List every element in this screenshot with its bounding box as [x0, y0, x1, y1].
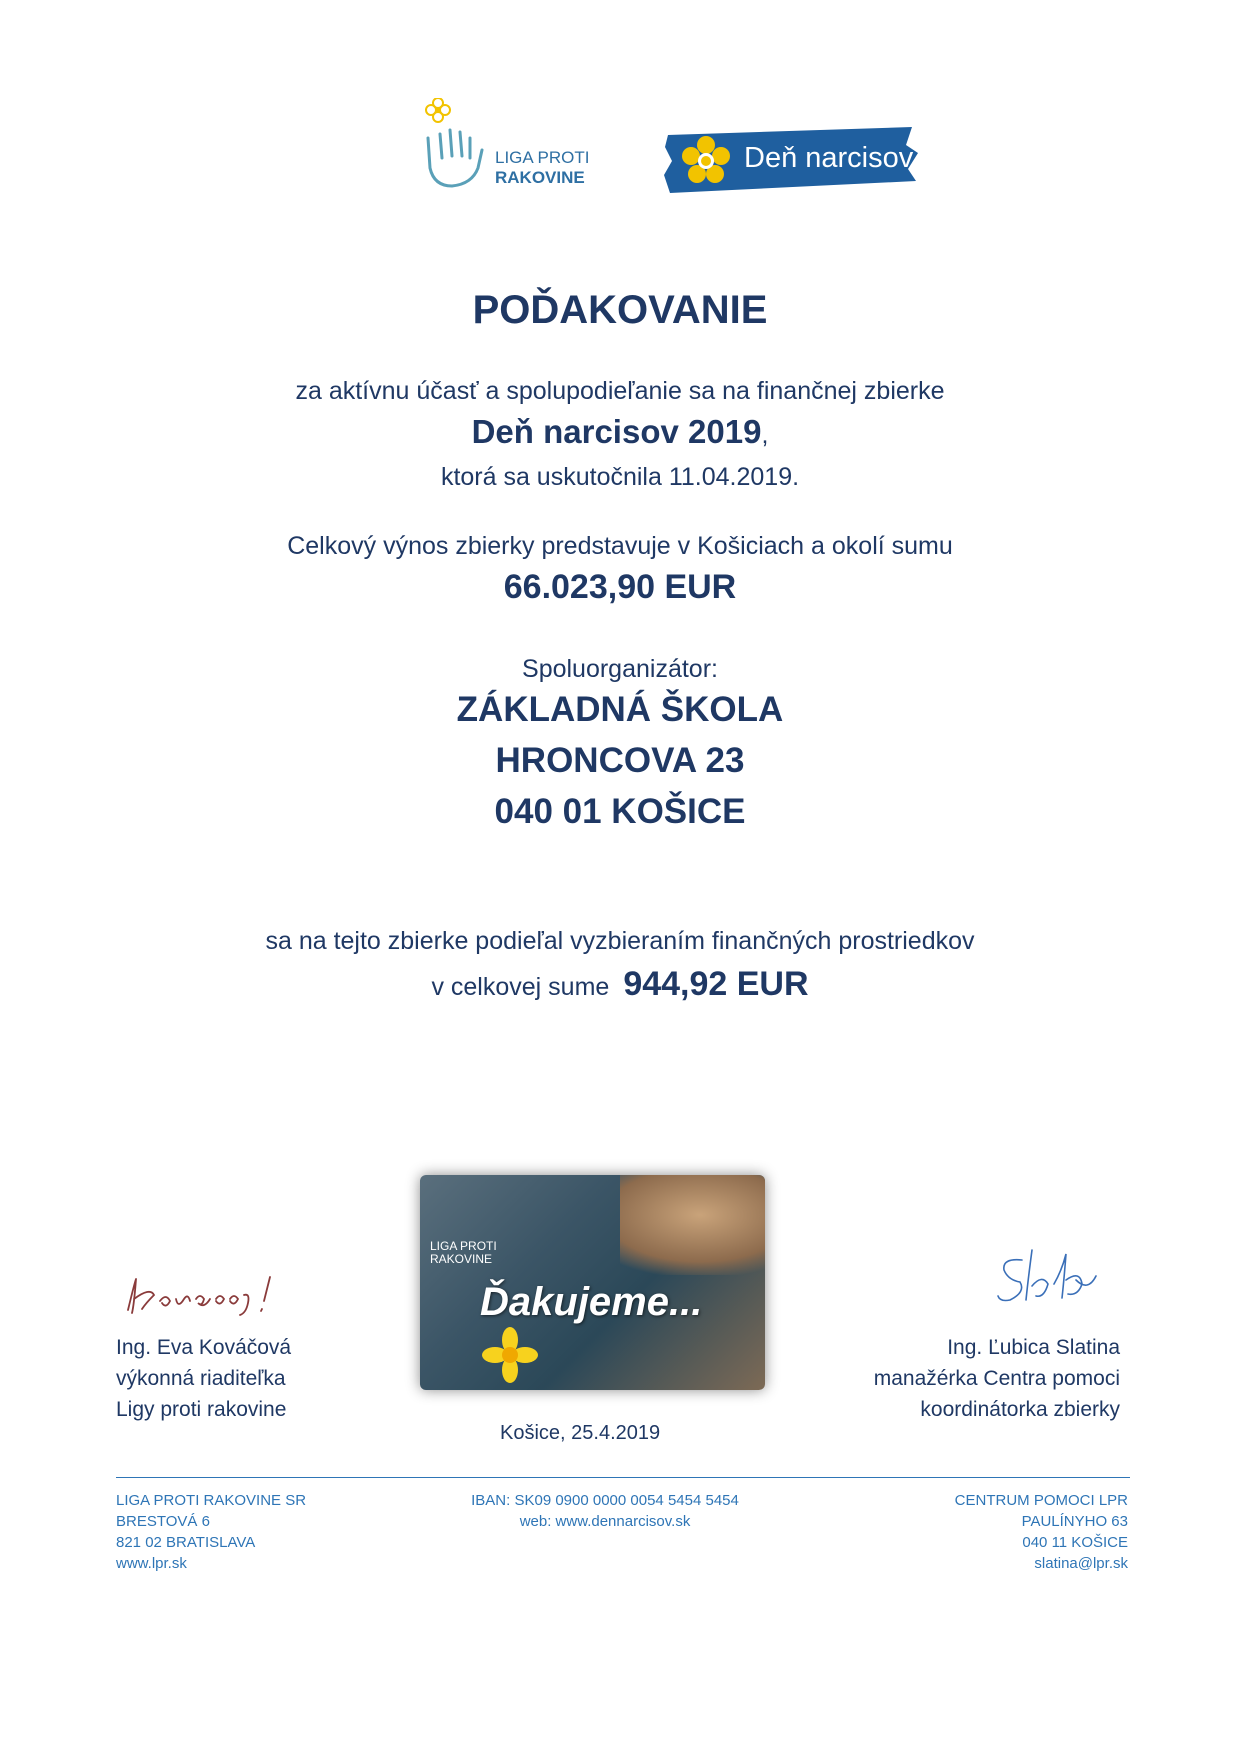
footer-middle [430, 1490, 780, 1532]
footer-divider [116, 1477, 1130, 1478]
footer-org-name: LIGA PROTI RAKOVINE SR [116, 1492, 307, 1509]
contribution-text: sa na tejto zbierke podieľal vyzbieraním finančných prostriedkov [265, 927, 975, 955]
footer-left [116, 1490, 306, 1574]
footer-email-link[interactable]: slatina@lpr.sk [1034, 1555, 1128, 1572]
signatory-right-name: Ing. Ľubica Slatina [947, 1336, 1120, 1359]
signature-right-image [992, 1240, 1112, 1320]
signature-right [874, 1332, 1120, 1425]
page-title: POĎAKOVANIE [472, 288, 768, 332]
thank-you-image [420, 1175, 765, 1390]
signatory-left-title: výkonná riaditeľka [116, 1367, 286, 1390]
organizer-street: HRONCOVA 23 [495, 741, 745, 780]
image-lpr-logo [430, 1240, 497, 1266]
image-logo-line1: LIGA PROTI [430, 1239, 497, 1253]
signature-left [116, 1332, 291, 1425]
footer-center-street: PAULÍNYHO 63 [1021, 1513, 1128, 1530]
total-intro-text: Celkový výnos zbierky predstavuje v Košiciach a okolí sumu [287, 532, 953, 560]
footer-iban: IBAN: SK09 0900 0000 0054 5454 5454 [471, 1492, 739, 1509]
signature-left-image [120, 1265, 300, 1325]
signatory-right-role: koordinátorka zbierky [920, 1398, 1120, 1421]
lpr-logo-text [495, 148, 589, 188]
event-title: Deň narcisov 2019 [471, 413, 762, 450]
hand-flower-icon [420, 98, 490, 198]
event-name [0, 413, 1240, 451]
den-narcisov-logo [662, 125, 922, 197]
lpr-logo [420, 98, 620, 198]
organizer-name: ZÁKLADNÁ ŠKOLA [456, 690, 784, 729]
signatory-left-name: Ing. Eva Kováčová [116, 1336, 292, 1359]
event-comma: , [761, 421, 769, 449]
lpr-logo-line1: LIGA PROTI [495, 148, 590, 167]
image-thanks-text: Ďakujeme... [480, 1280, 703, 1324]
contribution-label: v celkovej sume [431, 973, 610, 1001]
daffodil-icon [480, 1325, 540, 1385]
coorganizer-label: Spoluorganizátor: [522, 655, 718, 683]
event-date-text: ktorá sa uskutočnila 11.04.2019. [440, 463, 800, 491]
signatory-right-title: manažérka Centra pomoci [873, 1367, 1120, 1390]
place-and-date: Košice, 25.4.2019 [500, 1422, 661, 1444]
total-amount: 66.023,90 EUR [503, 568, 737, 606]
footer-org-street: BRESTOVÁ 6 [116, 1513, 210, 1530]
den-narcisov-logo-text: Deň narcisov [744, 142, 914, 174]
lpr-logo-line2: RAKOVINE [495, 168, 585, 187]
contribution-amount: 944,92 EUR [623, 965, 809, 1003]
footer-org-web-link[interactable]: www.lpr.sk [116, 1555, 187, 1572]
footer-web-link[interactable]: web: www.dennarcisov.sk [519, 1513, 691, 1530]
contribution-line [0, 965, 1240, 1004]
intro-text: za aktívnu účasť a spolupodieľanie sa na finančnej zbierke [295, 377, 945, 405]
photo-hair [620, 1175, 765, 1275]
footer-center-name: CENTRUM POMOCI LPR [954, 1492, 1128, 1509]
signatory-left-org: Ligy proti rakovine [116, 1398, 287, 1421]
image-logo-line2: RAKOVINE [430, 1252, 493, 1266]
footer-right [955, 1490, 1128, 1574]
organizer-city: 040 01 KOŠICE [494, 792, 746, 831]
footer-center-city: 040 11 KOŠICE [1022, 1534, 1128, 1551]
footer-org-city: 821 02 BRATISLAVA [116, 1534, 256, 1551]
